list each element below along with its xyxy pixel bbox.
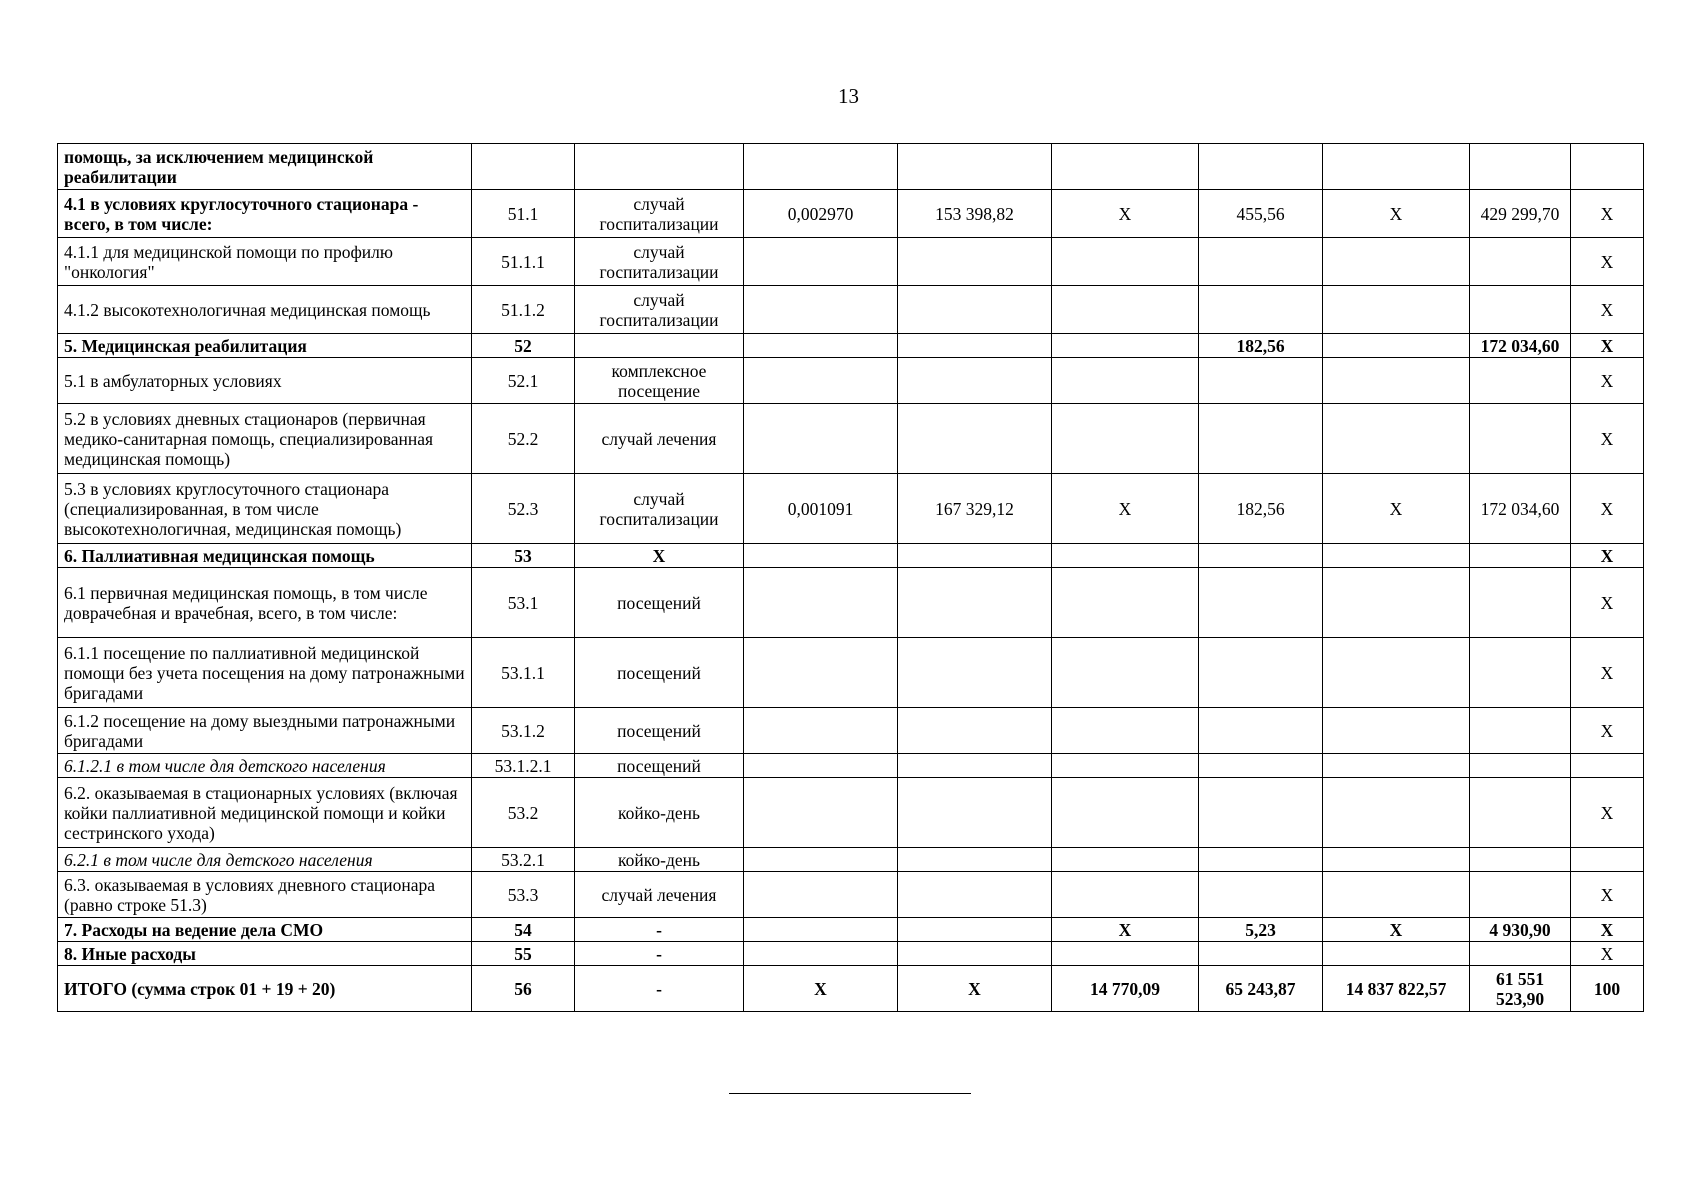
row-rate	[744, 568, 898, 638]
row-unit: случай госпитализации	[575, 190, 744, 238]
row-name: 5.2 в условиях дневных стационаров (первичная медико-санитарная помощь, специализированная медицинская помощь)	[58, 404, 472, 474]
row-name: 5.1 в амбулаторных условиях	[58, 358, 472, 404]
row-share: X	[1571, 778, 1644, 848]
row-code	[472, 144, 575, 190]
row-value-a	[1052, 848, 1199, 872]
row-cost	[898, 638, 1052, 708]
row-cost	[898, 778, 1052, 848]
row-code: 53.3	[472, 872, 575, 918]
row-share: X	[1571, 942, 1644, 966]
row-value-b	[1199, 286, 1323, 334]
row-value-a	[1052, 334, 1199, 358]
table-row	[58, 872, 1644, 918]
row-value-a	[1052, 358, 1199, 404]
table-row	[58, 334, 1644, 358]
table-row	[58, 942, 1644, 966]
row-cost: X	[898, 966, 1052, 1012]
row-rate	[744, 754, 898, 778]
table-row	[58, 238, 1644, 286]
row-value-c	[1323, 568, 1470, 638]
row-rate	[744, 708, 898, 754]
row-cost	[898, 848, 1052, 872]
row-value-d	[1470, 754, 1571, 778]
row-value-d	[1470, 778, 1571, 848]
row-value-b	[1199, 144, 1323, 190]
row-cost	[898, 918, 1052, 942]
row-unit: комплексное посещение	[575, 358, 744, 404]
row-unit: случай госпитализации	[575, 238, 744, 286]
row-rate	[744, 848, 898, 872]
row-value-d	[1470, 544, 1571, 568]
row-rate: 0,001091	[744, 474, 898, 544]
row-cost	[898, 358, 1052, 404]
row-value-b: 5,23	[1199, 918, 1323, 942]
row-value-a	[1052, 872, 1199, 918]
row-value-b	[1199, 238, 1323, 286]
row-value-b: 455,56	[1199, 190, 1323, 238]
row-cost	[898, 144, 1052, 190]
row-value-a	[1052, 708, 1199, 754]
row-unit: случай лечения	[575, 872, 744, 918]
row-value-c	[1323, 708, 1470, 754]
row-unit: посещений	[575, 708, 744, 754]
row-value-b	[1199, 568, 1323, 638]
row-cost	[898, 334, 1052, 358]
row-code: 52.1	[472, 358, 575, 404]
row-value-b	[1199, 754, 1323, 778]
row-value-b	[1199, 778, 1323, 848]
row-share: X	[1571, 334, 1644, 358]
row-code: 53.2	[472, 778, 575, 848]
row-value-a	[1052, 778, 1199, 848]
row-share: X	[1571, 918, 1644, 942]
row-rate	[744, 334, 898, 358]
row-value-a	[1052, 754, 1199, 778]
row-cost	[898, 872, 1052, 918]
row-value-d	[1470, 144, 1571, 190]
row-rate	[744, 404, 898, 474]
row-value-d: 172 034,60	[1470, 474, 1571, 544]
row-value-c	[1323, 942, 1470, 966]
row-value-c: X	[1323, 190, 1470, 238]
row-value-b	[1199, 544, 1323, 568]
row-value-c	[1323, 144, 1470, 190]
row-value-a	[1052, 144, 1199, 190]
footer-line	[729, 1093, 971, 1094]
row-rate	[744, 358, 898, 404]
row-name: 6.2.1 в том числе для детского населения	[58, 848, 472, 872]
row-cost	[898, 238, 1052, 286]
row-value-a	[1052, 942, 1199, 966]
row-unit: X	[575, 544, 744, 568]
table-row	[58, 848, 1644, 872]
row-name: 6.1.2 посещение на дому выездными патронажными бригадами	[58, 708, 472, 754]
row-rate: 0,002970	[744, 190, 898, 238]
table-row	[58, 190, 1644, 238]
table-row	[58, 144, 1644, 190]
table-row	[58, 474, 1644, 544]
row-value-c	[1323, 872, 1470, 918]
row-unit: посещений	[575, 568, 744, 638]
row-rate	[744, 918, 898, 942]
row-name: 6.1 первичная медицинская помощь, в том числе доврачебная и врачебная, всего, в том числе:	[58, 568, 472, 638]
row-name: помощь, за исключением медицинской реабилитации	[58, 144, 472, 190]
table-row	[58, 404, 1644, 474]
table-row	[58, 918, 1644, 942]
row-cost	[898, 568, 1052, 638]
row-name: 6. Паллиативная медицинская помощь	[58, 544, 472, 568]
row-value-a: X	[1052, 190, 1199, 238]
row-value-b	[1199, 708, 1323, 754]
row-value-d	[1470, 942, 1571, 966]
row-share	[1571, 754, 1644, 778]
row-cost	[898, 286, 1052, 334]
row-code: 52	[472, 334, 575, 358]
row-unit	[575, 144, 744, 190]
row-name: 6.1.1 посещение по паллиативной медицинской помощи без учета посещения на дому патронажными бригадами	[58, 638, 472, 708]
row-code: 53.1.2.1	[472, 754, 575, 778]
row-value-c	[1323, 358, 1470, 404]
row-value-a: 14 770,09	[1052, 966, 1199, 1012]
row-value-c	[1323, 238, 1470, 286]
row-value-d: 429 299,70	[1470, 190, 1571, 238]
row-share: X	[1571, 238, 1644, 286]
row-value-b: 182,56	[1199, 334, 1323, 358]
row-code: 53.1.2	[472, 708, 575, 754]
row-code: 52.2	[472, 404, 575, 474]
row-cost	[898, 754, 1052, 778]
row-unit: посещений	[575, 754, 744, 778]
row-code: 53	[472, 544, 575, 568]
row-name: ИТОГО (сумма строк 01 + 19 + 20)	[58, 966, 472, 1012]
table-row	[58, 754, 1644, 778]
row-value-c	[1323, 638, 1470, 708]
row-share: X	[1571, 474, 1644, 544]
row-name: 4.1 в условиях круглосуточного стационара - всего, в том числе:	[58, 190, 472, 238]
row-unit: койко-день	[575, 848, 744, 872]
row-value-a: X	[1052, 474, 1199, 544]
row-name: 6.1.2.1 в том числе для детского населения	[58, 754, 472, 778]
row-share	[1571, 144, 1644, 190]
row-value-c	[1323, 334, 1470, 358]
row-share: 100	[1571, 966, 1644, 1012]
row-code: 56	[472, 966, 575, 1012]
row-value-a	[1052, 404, 1199, 474]
table-row	[58, 568, 1644, 638]
row-value-a: X	[1052, 918, 1199, 942]
row-rate	[744, 638, 898, 708]
row-code: 52.3	[472, 474, 575, 544]
row-value-b	[1199, 358, 1323, 404]
row-rate	[744, 286, 898, 334]
row-value-c	[1323, 848, 1470, 872]
row-value-d	[1470, 638, 1571, 708]
row-code: 51.1.2	[472, 286, 575, 334]
row-value-b	[1199, 872, 1323, 918]
row-unit: койко-день	[575, 778, 744, 848]
row-cost	[898, 404, 1052, 474]
table-row	[58, 544, 1644, 568]
row-name: 8. Иные расходы	[58, 942, 472, 966]
row-rate: X	[744, 966, 898, 1012]
row-rate	[744, 144, 898, 190]
row-value-c	[1323, 778, 1470, 848]
row-name: 7. Расходы на ведение дела СМО	[58, 918, 472, 942]
row-code: 51.1	[472, 190, 575, 238]
row-value-a	[1052, 286, 1199, 334]
row-cost	[898, 544, 1052, 568]
row-value-a	[1052, 638, 1199, 708]
row-share: X	[1571, 872, 1644, 918]
row-value-d: 172 034,60	[1470, 334, 1571, 358]
row-name: 4.1.2 высокотехнологичная медицинская помощь	[58, 286, 472, 334]
row-value-b	[1199, 404, 1323, 474]
row-unit: посещений	[575, 638, 744, 708]
row-value-d	[1470, 848, 1571, 872]
row-value-b: 182,56	[1199, 474, 1323, 544]
row-value-b	[1199, 848, 1323, 872]
row-value-d	[1470, 286, 1571, 334]
row-rate	[744, 872, 898, 918]
row-value-d: 61 551 523,90	[1470, 966, 1571, 1012]
row-unit: -	[575, 918, 744, 942]
row-value-c: 14 837 822,57	[1323, 966, 1470, 1012]
row-value-a	[1052, 568, 1199, 638]
row-share: X	[1571, 568, 1644, 638]
row-value-a	[1052, 238, 1199, 286]
row-value-d	[1470, 708, 1571, 754]
row-code: 55	[472, 942, 575, 966]
row-cost	[898, 708, 1052, 754]
row-cost: 153 398,82	[898, 190, 1052, 238]
row-share: X	[1571, 358, 1644, 404]
row-cost: 167 329,12	[898, 474, 1052, 544]
row-name: 4.1.1 для медицинской помощи по профилю "онкология"	[58, 238, 472, 286]
row-rate	[744, 544, 898, 568]
row-share: X	[1571, 190, 1644, 238]
row-share: X	[1571, 544, 1644, 568]
row-code: 51.1.1	[472, 238, 575, 286]
table-row	[58, 966, 1644, 1012]
row-code: 53.2.1	[472, 848, 575, 872]
row-value-c	[1323, 286, 1470, 334]
row-share	[1571, 848, 1644, 872]
row-value-c	[1323, 404, 1470, 474]
row-share: X	[1571, 286, 1644, 334]
row-rate	[744, 778, 898, 848]
row-value-b	[1199, 942, 1323, 966]
row-unit	[575, 334, 744, 358]
table-row	[58, 638, 1644, 708]
row-code: 54	[472, 918, 575, 942]
row-unit: -	[575, 966, 744, 1012]
row-unit: -	[575, 942, 744, 966]
row-value-c	[1323, 544, 1470, 568]
row-value-d	[1470, 568, 1571, 638]
row-value-c: X	[1323, 918, 1470, 942]
row-value-d	[1470, 404, 1571, 474]
row-value-d: 4 930,90	[1470, 918, 1571, 942]
row-value-d	[1470, 358, 1571, 404]
row-name: 5. Медицинская реабилитация	[58, 334, 472, 358]
table-row	[58, 358, 1644, 404]
row-value-d	[1470, 238, 1571, 286]
page-number: 13	[838, 84, 859, 108]
row-share: X	[1571, 708, 1644, 754]
row-unit: случай госпитализации	[575, 474, 744, 544]
row-rate	[744, 942, 898, 966]
row-name: 6.3. оказываемая в условиях дневного стационара (равно строке 51.3)	[58, 872, 472, 918]
row-value-d	[1470, 872, 1571, 918]
row-value-c: X	[1323, 474, 1470, 544]
row-value-a	[1052, 544, 1199, 568]
table-row	[58, 708, 1644, 754]
row-name: 6.2. оказываемая в стационарных условиях (включая койки паллиативной медицинской помощи и койки сестринского ухода)	[58, 778, 472, 848]
row-cost	[898, 942, 1052, 966]
row-code: 53.1	[472, 568, 575, 638]
row-value-b: 65 243,87	[1199, 966, 1323, 1012]
row-name: 5.3 в условиях круглосуточного стационара (специализированная, в том числе высокотехнологичная, медицинская помощь)	[58, 474, 472, 544]
row-value-c	[1323, 754, 1470, 778]
row-share: X	[1571, 638, 1644, 708]
row-unit: случай госпитализации	[575, 286, 744, 334]
row-share: X	[1571, 404, 1644, 474]
row-unit: случай лечения	[575, 404, 744, 474]
row-code: 53.1.1	[472, 638, 575, 708]
row-rate	[744, 238, 898, 286]
report-table	[57, 143, 1644, 1012]
table-row	[58, 778, 1644, 848]
row-value-b	[1199, 638, 1323, 708]
table-row	[58, 286, 1644, 334]
